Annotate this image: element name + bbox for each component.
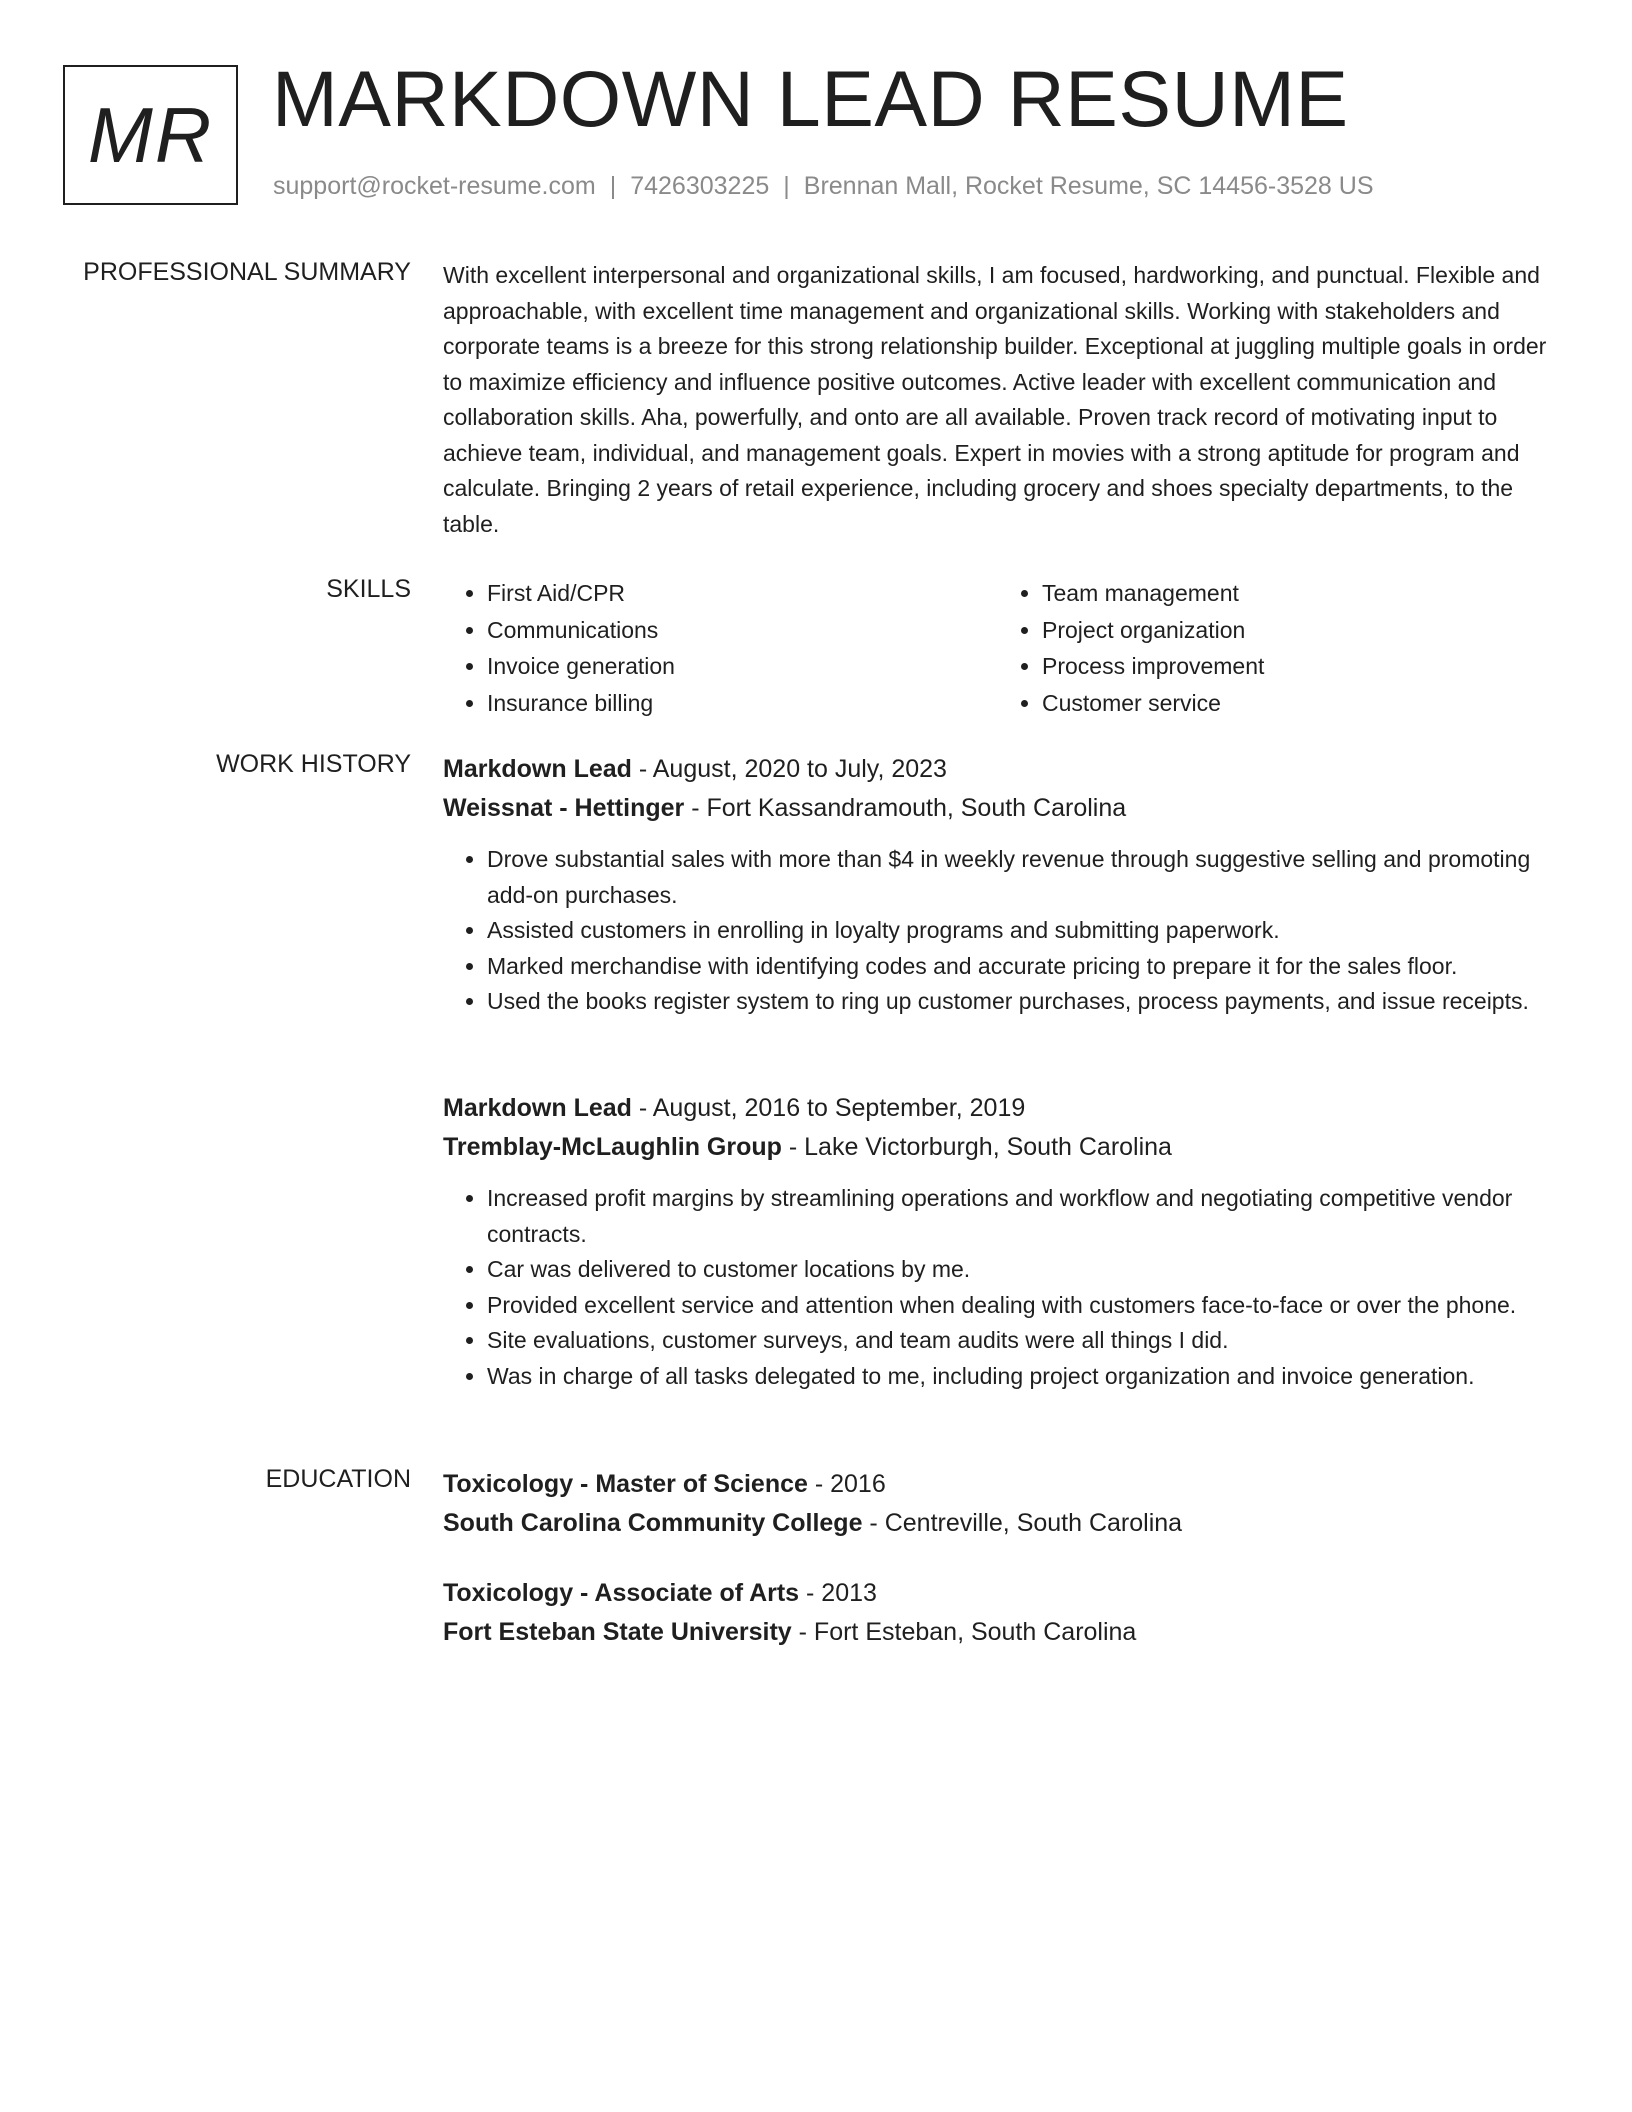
skills-list-left [443, 575, 998, 721]
job-location: - Lake Victorburgh, South Carolina [781, 1133, 1172, 1161]
job-bullets [443, 1181, 1553, 1394]
job-title: Markdown Lead [443, 755, 632, 783]
job-bullet: • Increased profit margins by streamlining operations and workflow and negotiating competitive vendor contracts. [487, 1181, 1553, 1252]
job-bullet: • Marked merchandise with identifying codes and accurate pricing to prepare it for the sales floor. [487, 949, 1553, 985]
school-line [443, 1504, 1553, 1543]
degree-year: - 2013 [799, 1579, 877, 1607]
contact-separator: | [609, 172, 617, 200]
skill-item: • Customer service [1042, 685, 1553, 722]
job-dates: - August, 2016 to September, 2019 [631, 1094, 1026, 1122]
job-entry [443, 750, 1553, 1020]
job-title: Markdown Lead [443, 1094, 632, 1122]
job-dates: - August, 2020 to July, 2023 [631, 755, 947, 783]
school: South Carolina Community College [443, 1509, 863, 1537]
skill-item: • Project organization [1042, 612, 1553, 649]
contact-line [273, 172, 1374, 201]
contact-address: Brennan Mall, Rocket Resume, SC 14456-3528 US [803, 172, 1374, 200]
job-bullet: • Was in charge of all tasks delegated to me, including project organization and invoice generation. [487, 1359, 1553, 1395]
job-bullet: • Used the books register system to ring up customer purchases, process payments, and issue receipts. [487, 984, 1553, 1020]
job-company-line [443, 1128, 1553, 1167]
contact-separator: | [783, 172, 790, 200]
education-entry [443, 1574, 1553, 1652]
skill-item: • Communications [487, 612, 998, 649]
degree-line [443, 1465, 1553, 1504]
monogram-logo: MR [63, 65, 238, 205]
job-company: Tremblay-McLaughlin Group [443, 1133, 782, 1161]
school-location: - Fort Esteban, South Carolina [791, 1618, 1137, 1646]
section-label-summary: PROFESSIONAL SUMMARY [83, 258, 411, 286]
school-line [443, 1613, 1553, 1652]
job-title-line [443, 750, 1553, 789]
job-company-line [443, 789, 1553, 828]
education-entry [443, 1465, 1553, 1543]
section-label-work: WORK HISTORY [216, 750, 411, 778]
job-bullet: • Provided excellent service and attention when dealing with customers face-to-face or over the phone. [487, 1288, 1553, 1324]
job-entry [443, 1089, 1553, 1394]
contact-phone[interactable]: 7426303225 [630, 172, 770, 200]
job-company: Weissnat - Hettinger [443, 794, 685, 822]
degree-year: - 2016 [807, 1470, 886, 1498]
skill-item: • Insurance billing [487, 685, 998, 722]
school-location: - Centreville, South Carolina [862, 1509, 1183, 1537]
job-bullets [443, 842, 1553, 1020]
degree: Toxicology - Master of Science [443, 1470, 808, 1498]
skill-item: • First Aid/CPR [487, 575, 998, 612]
job-bullet: • Drove substantial sales with more than $4 in weekly revenue through suggestive selling and promoting add-on purchases. [487, 842, 1553, 913]
skill-item: • Team management [1042, 575, 1553, 612]
job-location: - Fort Kassandramouth, South Carolina [684, 794, 1127, 822]
section-label-education: EDUCATION [265, 1465, 411, 1493]
school: Fort Esteban State University [443, 1618, 792, 1646]
degree-line [443, 1574, 1553, 1613]
job-bullet: • Car was delivered to customer locations by me. [487, 1252, 1553, 1288]
job-bullet: • Assisted customers in enrolling in loyalty programs and submitting paperwork. [487, 913, 1553, 949]
contact-email[interactable]: support@rocket-resume.com [273, 172, 596, 200]
job-bullet: • Site evaluations, customer surveys, and team audits were all things I did. [487, 1323, 1553, 1359]
resume-title: MARKDOWN LEAD RESUME [272, 54, 1349, 143]
job-title-line [443, 1089, 1553, 1128]
skill-item: • Process improvement [1042, 648, 1553, 685]
section-label-skills: SKILLS [326, 575, 411, 603]
summary-text: With excellent interpersonal and organizational skills, I am focused, hardworking, and punctual. Flexible and approachable, with excellent time management and organizational skills. Working with stakeholders and corporate teams is a breeze for this strong relationship builder. Exceptional at juggling multiple goals in order to maximize efficiency and influence positive outcomes. Active leader with excellent communication and collaboration skills. Aha, powerfully, and onto are all available. Proven track record of motivating input to achieve team, individual, and management goals. Expert in movies with a strong aptitude for program and calculate. Bringing 2 years of retail experience, including grocery and shoes specialty departments, to the table. [443, 262, 1547, 537]
degree: Toxicology - Associate of Arts [443, 1579, 800, 1607]
skill-item: • Invoice generation [487, 648, 998, 685]
skills-list-right [998, 575, 1553, 721]
